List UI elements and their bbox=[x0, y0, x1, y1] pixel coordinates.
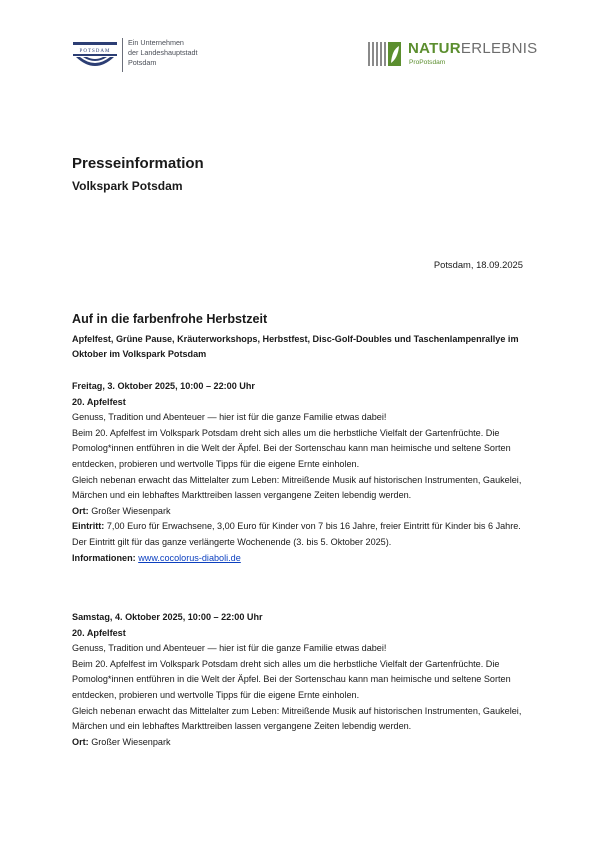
info-label: Informationen: bbox=[72, 552, 136, 563]
naturerlebnis-mark-icon bbox=[368, 40, 402, 68]
location-value: Großer Wiesenpark bbox=[91, 736, 171, 747]
lead-text: Apfelfest, Grüne Pause, Kräuterworkshops, Herbstfest, Disc-Golf-Doubles und Taschenlampenrallye im Oktober im Volkspark Potsdam bbox=[72, 334, 519, 359]
event-desc: Gleich nebenan erwacht das Mittelalter zum Leben: Mitreißende Musik auf historischen Instrumenten, Gaukelei, Märchen und ein lebhaftes Markttreiben lassen vergangene Zeiten lebendig werden. bbox=[72, 474, 522, 501]
event-desc: Gleich nebenan erwacht das Mittelalter zum Leben: Mitreißende Musik auf historischen Instrumenten, Gaukelei, Märchen und ein lebhaftes Markttreiben lassen vergangene Zeiten lebendig werden. bbox=[72, 705, 522, 732]
event-location bbox=[72, 735, 532, 751]
potsdam-emblem-icon bbox=[72, 41, 118, 71]
event-date: Samstag, 4. Oktober 2025, 10:00 – 22:00 Uhr bbox=[72, 612, 263, 622]
event-block bbox=[72, 610, 532, 750]
logo-left-text bbox=[128, 38, 198, 68]
event-date: Freitag, 3. Oktober 2025, 10:00 – 22:00 Uhr bbox=[72, 381, 255, 391]
event-desc: Beim 20. Apfelfest im Volkspark Potsdam dreht sich alles um die herbstliche Vielfalt der Gartenfrüchte. Die Pomolog*innen entführen in die Welt der Äpfel. Bei der Sortenschau kann man heimische und seltene Sorten entdecken, probieren und wertvolle Tipps für die eigene Ernte einholen. bbox=[72, 427, 511, 469]
date-line: Potsdam, 18.09.2025 bbox=[433, 259, 523, 270]
naturerlebnis-brand bbox=[408, 40, 538, 58]
event-name: 20. Apfelfest bbox=[72, 627, 126, 638]
admission-label: Eintritt: bbox=[72, 521, 105, 532]
brand-erlebnis: ERLEBNIS bbox=[460, 40, 538, 57]
admission-value: 7,00 Euro für Erwachsene, 3,00 Euro für Kinder von 7 bis 16 Jahre, freier Eintritt für Kinder bis 6 Jahre. Der Eintritt gilt für das ganze verlängerte Wochenende (3. bis 5. Oktober 2025). bbox=[72, 521, 521, 547]
event-info bbox=[72, 551, 532, 567]
naturerlebnis-sub: ProPotsdam bbox=[409, 59, 446, 66]
page-title: Presseinformation bbox=[72, 155, 204, 172]
logo-left-line-3: Potsdam bbox=[128, 58, 157, 67]
event-desc: Genuss, Tradition und Abenteuer — hier ist für die ganze Familie etwas dabei! bbox=[72, 643, 387, 654]
location-label: Ort: bbox=[72, 505, 89, 516]
location-value: Großer Wiesenpark bbox=[91, 505, 171, 516]
emblem-text: POTSDAM bbox=[79, 49, 111, 54]
logo-left-line-1: Ein Unternehmen bbox=[128, 38, 184, 47]
headline: Auf in die farbenfrohe Herbstzeit bbox=[72, 312, 268, 326]
event-block bbox=[72, 379, 532, 566]
propotsdam-logo bbox=[72, 38, 212, 74]
event-desc: Genuss, Tradition und Abenteuer — hier ist für die ganze Familie etwas dabei! bbox=[72, 412, 387, 423]
page-subtitle: Volkspark Potsdam bbox=[72, 179, 183, 193]
logo-left-line-2: der Landeshauptstadt bbox=[128, 48, 198, 57]
event-name: 20. Apfelfest bbox=[72, 396, 126, 407]
logo-divider bbox=[122, 38, 123, 72]
brand-natur: NATUR bbox=[408, 40, 461, 57]
event-location bbox=[72, 504, 532, 520]
location-label: Ort: bbox=[72, 736, 89, 747]
info-link[interactable]: www.cocolorus-diaboli.de bbox=[138, 552, 241, 563]
event-desc: Beim 20. Apfelfest im Volkspark Potsdam dreht sich alles um die herbstliche Vielfalt der Gartenfrüchte. Die Pomolog*innen entführen in die Welt der Äpfel. Bei der Sortenschau kann man heimische und seltene Sorten entdecken, probieren und wertvolle Tipps für die eigene Ernte einholen. bbox=[72, 658, 511, 700]
event-admission bbox=[72, 519, 532, 550]
naturerlebnis-logo bbox=[368, 40, 538, 70]
